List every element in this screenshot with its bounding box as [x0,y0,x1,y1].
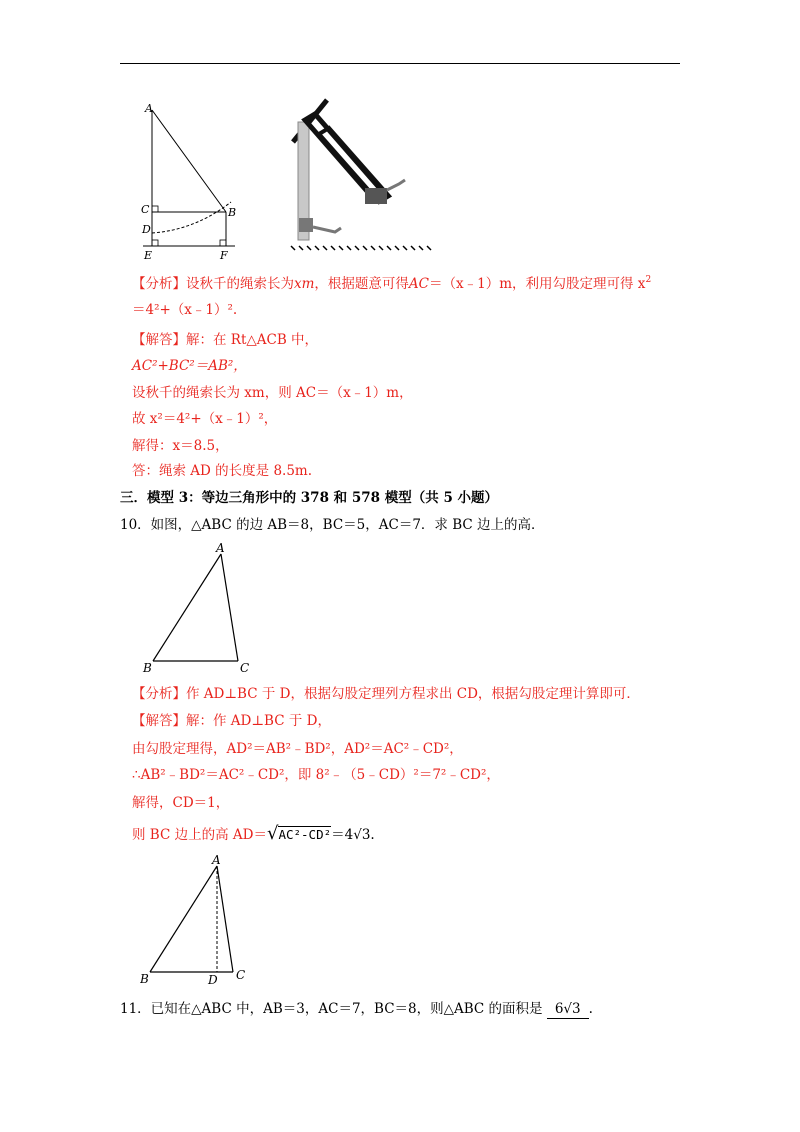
q10b-label-A: A [212,853,221,867]
label-B: B [228,206,237,219]
q10b-label-D: D [208,973,218,986]
label-A: A [145,102,153,115]
label-E: E [144,249,153,262]
q9-step1: AC²+BC²＝AB²， [132,358,247,374]
q10-altitude-figure [140,852,260,986]
q10-label-B: B [143,661,152,675]
q9-analysis-line2: ＝4²+（x﹣1）². [132,302,238,318]
solution-5-prefix: 则 BC 边上的高 AD＝ [132,827,267,843]
swing-geometry-figure [135,100,245,262]
analysis-var: xm [294,276,315,292]
analysis-eq: ＝（x﹣1）m，利用勾股定理可得 x [429,276,646,292]
q9-step3: 故 x²＝4²+（x﹣1）²， [132,411,278,427]
analysis-text: 设秋千的绳索长为 [186,276,294,292]
q10-solution-5 [132,825,375,844]
q10-solution-3: ∴AB²﹣BD²＝AC²﹣CD²，即 8²﹣（5﹣CD）²＝7²﹣CD²， [132,767,500,783]
q10b-label-B: B [140,972,149,986]
q10-label-A: A [216,541,225,555]
radical-sign: √ [266,823,279,844]
label-C: C [141,203,150,216]
label-D: D [142,223,151,236]
q10-triangle-figure [140,540,260,675]
q9-solution-intro [132,331,318,349]
q10-solution-1: 【解答】解：作 AD⊥BC 于 D， [132,713,331,729]
q11-answer: 6√3 [547,1000,589,1019]
q9-step2: 设秋千的绳索长为 xm，则 AC＝（x﹣1）m， [132,385,413,401]
q10-analysis: 【分析】作 AD⊥BC 于 D，根据勾股定理列方程求出 CD，根据勾股定理计算即可． [132,686,640,702]
solution-tag: 【解答】 [132,332,186,348]
q10-solution-4: 解得，CD＝1， [132,795,230,811]
swing-photo-figure [283,92,433,252]
solution-intro: 解：在 Rt△ACB 中， [186,332,319,348]
q9-step4: 解得：x＝8.5， [132,438,229,454]
header-rule [120,63,680,64]
q10-solution-2: 由勾股定理得，AD²＝AB²﹣BD²，AD²＝AC²﹣CD²， [132,741,463,757]
section-heading: 三．模型 3：等边三角形中的 378 和 578 模型（共 5 小题） [120,490,499,506]
analysis-ac: AC [408,276,430,292]
q10b-label-C: C [236,968,246,982]
analysis-tag: 【分析】 [132,276,186,292]
q9-analysis: 【分析】设秋千的绳索长为xm，根据题意可得AC＝（x﹣1）m，利用勾股定理可得 $x^2$ [132,275,652,292]
radicand: AC²-CD² [278,827,332,842]
label-F: F [220,249,228,262]
q10-question: 10．如图，△ABC 的边 AB＝8，BC＝5，AC＝7．求 BC 边上的高． [120,517,545,533]
q11-text: 11．已知在△ABC 中，AB＝3，AC＝7，BC＝8，则△ABC 的面积是 [120,1001,543,1017]
analysis-mid: ，根据题意可得 [314,276,409,292]
q10-label-C: C [240,661,250,675]
solution-5-result: ＝4√3. [331,827,375,843]
q11-end: . [588,1001,593,1017]
q11-question [120,1000,593,1019]
q9-step5: 答：绳索 AD 的长度是 8.5m. [132,463,313,479]
